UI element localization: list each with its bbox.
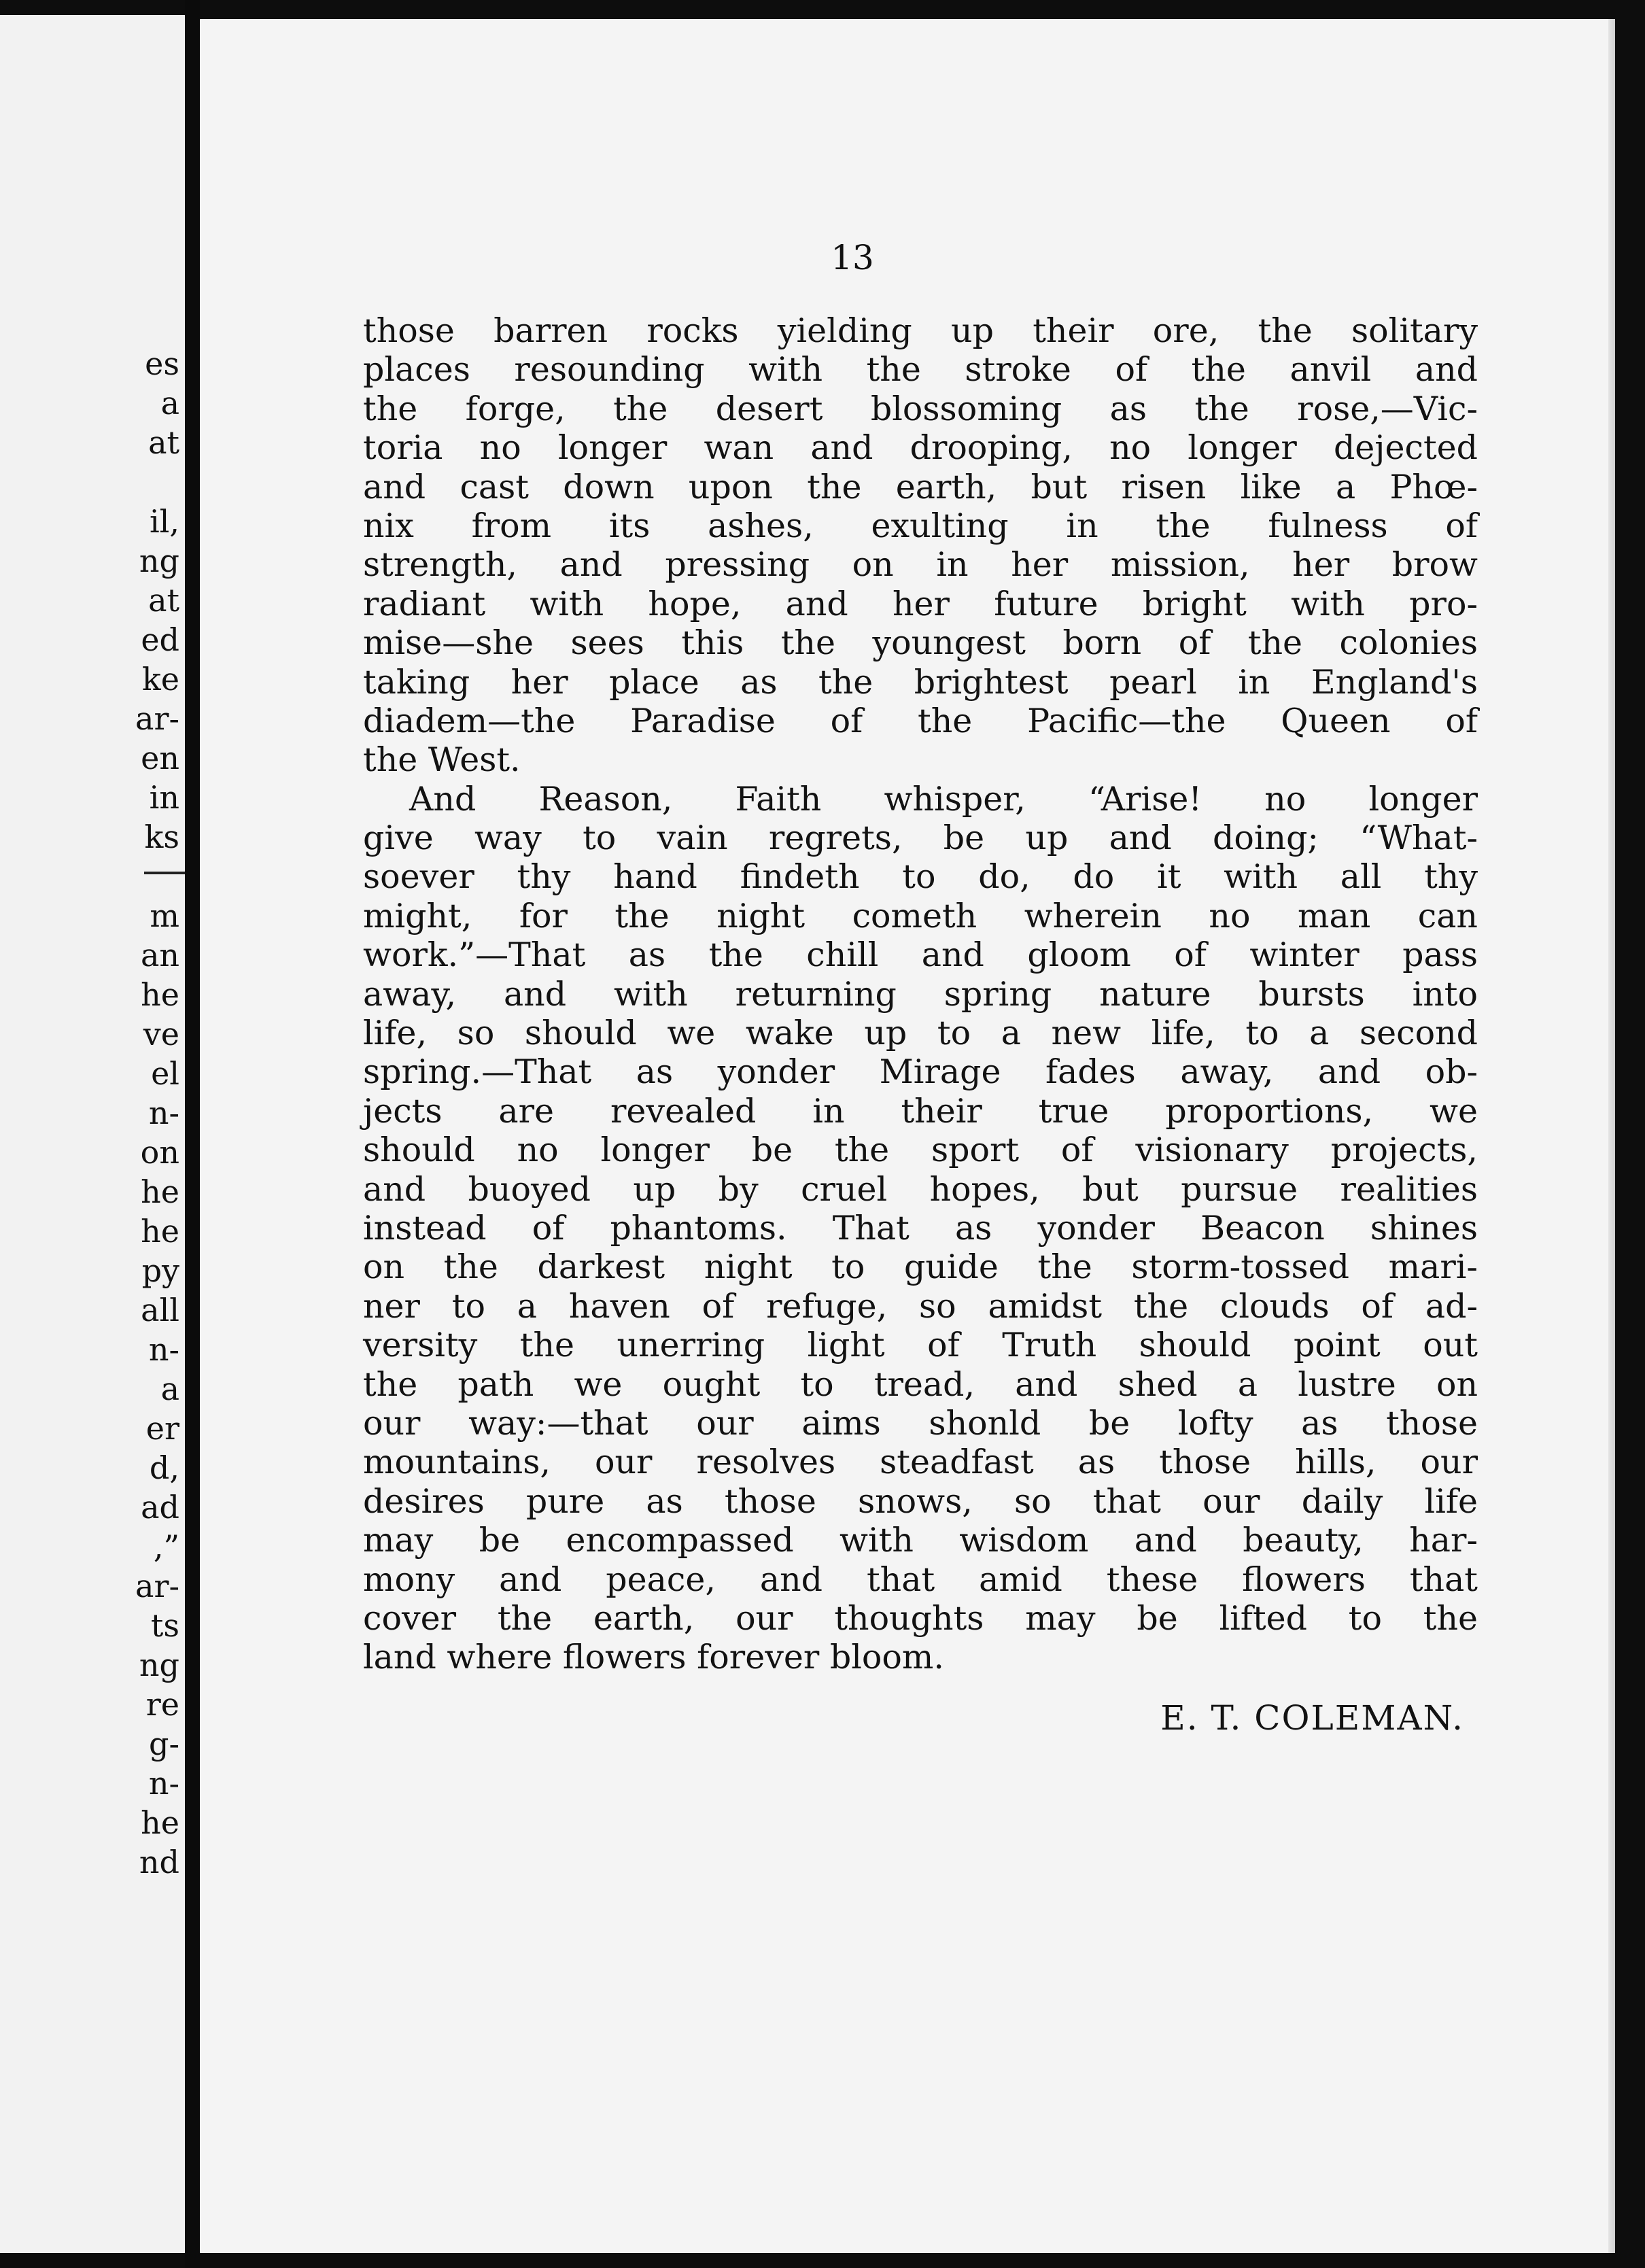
text-line: the path we ought to tread, and shed a lustre on [363, 1364, 1478, 1404]
text-line: mony and peace, and that amid these flowers that [363, 1560, 1478, 1599]
text-line: versity the unerring light of Truth should point out [363, 1326, 1478, 1365]
fragment: es [145, 345, 179, 382]
text-line: And Reason, Faith whisper, “Arise! no longer [409, 779, 1478, 819]
fragment: ad [141, 1489, 179, 1526]
text-line: toria no longer wan and drooping, no longer dejected [363, 428, 1478, 468]
page-number: 13 [831, 238, 874, 277]
fragment: ts [150, 1607, 179, 1644]
text-line: land where flowers forever bloom. [363, 1638, 944, 1677]
text-line: radiant with hope, and her future bright with pro- [363, 584, 1478, 623]
fragment: ,” [153, 1528, 179, 1565]
fragment: d, [149, 1449, 179, 1486]
text-line: ner to a haven of refuge, so amidst the clouds of ad- [363, 1286, 1478, 1326]
text-line: away, and with returning spring nature bursts into [363, 974, 1478, 1014]
text-line: the forge, the desert blossoming as the rose,—Vic- [363, 389, 1478, 428]
text-line: soever thy hand findeth to do, do it with all thy [363, 857, 1478, 897]
text-line: give way to vain regrets, be up and doing; “What- [363, 819, 1478, 858]
fragment: ed [141, 621, 179, 658]
fragment: el [151, 1055, 179, 1092]
fragment: an [140, 937, 179, 974]
text-line: and cast down upon the earth, but risen like a Phœ- [363, 467, 1478, 506]
fragment: he [141, 1213, 179, 1250]
fragment: a [160, 1371, 179, 1407]
fragment: er [145, 1410, 179, 1447]
text-line: taking her place as the brightest pearl in England's [363, 662, 1478, 702]
fragment: he [141, 976, 179, 1013]
fragment: m [150, 897, 179, 934]
fragment: ng [139, 1647, 179, 1683]
fragment: ve [143, 1016, 179, 1052]
fragment: ng [139, 543, 179, 579]
page-edge-shadow [1608, 19, 1615, 2253]
text-line: diadem—the Paradise of the Pacific—the Queen of [363, 701, 1478, 740]
fragment: he [141, 1173, 179, 1210]
fragment: g- [149, 1725, 179, 1762]
fragment: n- [148, 1095, 179, 1131]
section-rule [144, 872, 185, 874]
previous-page-strip [0, 15, 185, 2253]
page-13 [200, 19, 1615, 2253]
fragment: ar- [135, 700, 179, 737]
fragment: all [141, 1292, 179, 1328]
text-line: the West. [363, 740, 521, 780]
body-text [363, 311, 1478, 1677]
text-line: strength, and pressing on in her mission, her brow [363, 545, 1478, 585]
text-line: nix from its ashes, exulting in the fulness of [363, 506, 1478, 545]
fragment: on [140, 1134, 179, 1171]
text-line: our way:—that our aims shonld be lofty as those [363, 1403, 1478, 1443]
text-line: should no longer be the sport of visionary projects, [363, 1131, 1478, 1170]
text-line: work.”—That as the chill and gloom of winter pass [363, 935, 1478, 975]
fragment: in [149, 779, 179, 816]
fragment: he [141, 1804, 179, 1841]
fragment: re [145, 1686, 179, 1723]
fragment: ke [141, 661, 179, 698]
text-line: jects are revealed in their true proportions, we [363, 1091, 1478, 1131]
fragment: nd [139, 1844, 179, 1880]
fragment: en [141, 740, 179, 776]
text-line: desires pure as those snows, so that our daily life [363, 1481, 1478, 1521]
text-line: those barren rocks yielding up their ore, the solitary [363, 311, 1478, 350]
fragment: n- [148, 1765, 179, 1802]
fragment: ar- [135, 1568, 179, 1604]
text-line: on the darkest night to guide the storm-tossed mari- [363, 1248, 1478, 1287]
fragment: n- [148, 1331, 179, 1368]
book-spine-gutter [185, 0, 200, 2268]
fragment: il, [149, 503, 179, 540]
text-line: life, so should we wake up to a new life, to a second [363, 1014, 1478, 1053]
text-line: might, for the night cometh wherein no man can [363, 896, 1478, 935]
text-line: instead of phantoms. That as yonder Beacon shines [363, 1208, 1478, 1248]
fragment: a [160, 385, 179, 422]
text-line: mountains, our resolves steadfast as those hills, our [363, 1443, 1478, 1482]
author-signature: E. T. COLEMAN. [1160, 1698, 1464, 1738]
text-line: cover the earth, our thoughts may be lifted to the [363, 1598, 1478, 1638]
fragment: py [141, 1252, 179, 1289]
fragment: ks [144, 819, 179, 855]
fragment: at [148, 424, 179, 461]
text-line: and buoyed up by cruel hopes, but pursue realities [363, 1169, 1478, 1209]
text-line: may be encompassed with wisdom and beauty, har- [363, 1521, 1478, 1560]
text-line: mise—she sees this the youngest born of the colonies [363, 623, 1478, 663]
fragment: at [148, 582, 179, 619]
text-line: spring.—That as yonder Mirage fades away, and ob- [363, 1052, 1478, 1092]
text-line: places resounding with the stroke of the anvil and [363, 350, 1478, 390]
